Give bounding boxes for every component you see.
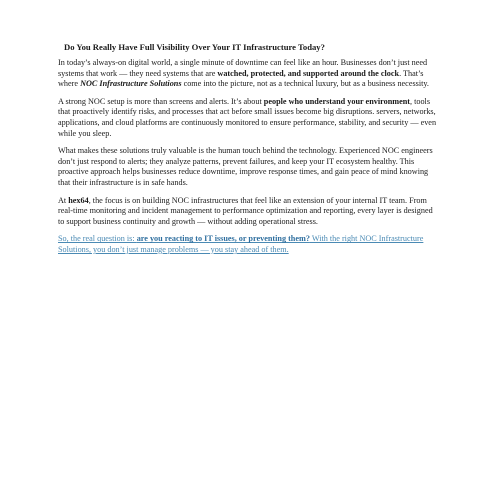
noc-setup-text-2: , tools that proactively identify risks, and processes that act before small issues become big disruptions. servers, networks, applications, and cloud platforms are continuously monitored to ensure performance, stability, and security — even while you sleep. [58,96,437,138]
closing-bold-question[interactable]: are you reacting to IT issues, or preventing them? [136,234,310,244]
noc-setup-bold-phrase: people who understand your environment [263,96,410,106]
closing-text-2[interactable]: With the right NOC Infrastructure Solutions, you don’t just manage problems — you stay ahead of them. [58,234,424,254]
paragraph-human-touch [58,146,438,188]
closing-text-1[interactable]: So, the real question is: [58,234,137,244]
closing-link-paragraph[interactable] [58,234,438,255]
paragraph-noc-setup [58,97,438,139]
intro-text-1: In today’s always-on digital world, a single minute of downtime can feel like an hour. Businesses don’t just need systems that work — they need systems that are [58,58,428,78]
human-touch-text: What makes these solutions truly valuable is the human touch behind the technology. Experienced NOC engineers don’t just respond to alerts; they analyze patterns, prevent failures, and keep your IT ecosystem healthy. This proactive approach helps businesses reduce downtime, improve response times, and gain peace of mind knowing that their infrastructure is in safe hands. [58,146,433,187]
document-title: Do You Really Have Full Visibility Over Your IT Infrastructure Today? [64,42,325,52]
noc-setup-text-1: A strong NOC setup is more than screens and alerts. It’s about [58,96,264,106]
paragraph-hex64 [58,196,438,228]
intro-emphasis-phrase: NOC Infrastructure Solutions [80,79,182,89]
intro-bold-phrase: watched, protected, and supported around the clock [217,68,400,78]
document-page [58,42,438,263]
intro-text-2: . That’s where [58,68,424,89]
hex64-text-2: , the focus is on building NOC infrastructures that feel like an extension of your internal IT team. From real-time monitoring and incident management to performance optimization and reporting, every layer is designed to support business continuity and growth — without adding operational stress. [58,195,433,226]
hex64-text-1: At [58,195,69,205]
hex64-brand: hex64 [68,195,89,205]
paragraph-intro [58,58,438,90]
intro-text-3: come into the picture, not as a technical luxury, but as a business necessity. [181,79,429,89]
